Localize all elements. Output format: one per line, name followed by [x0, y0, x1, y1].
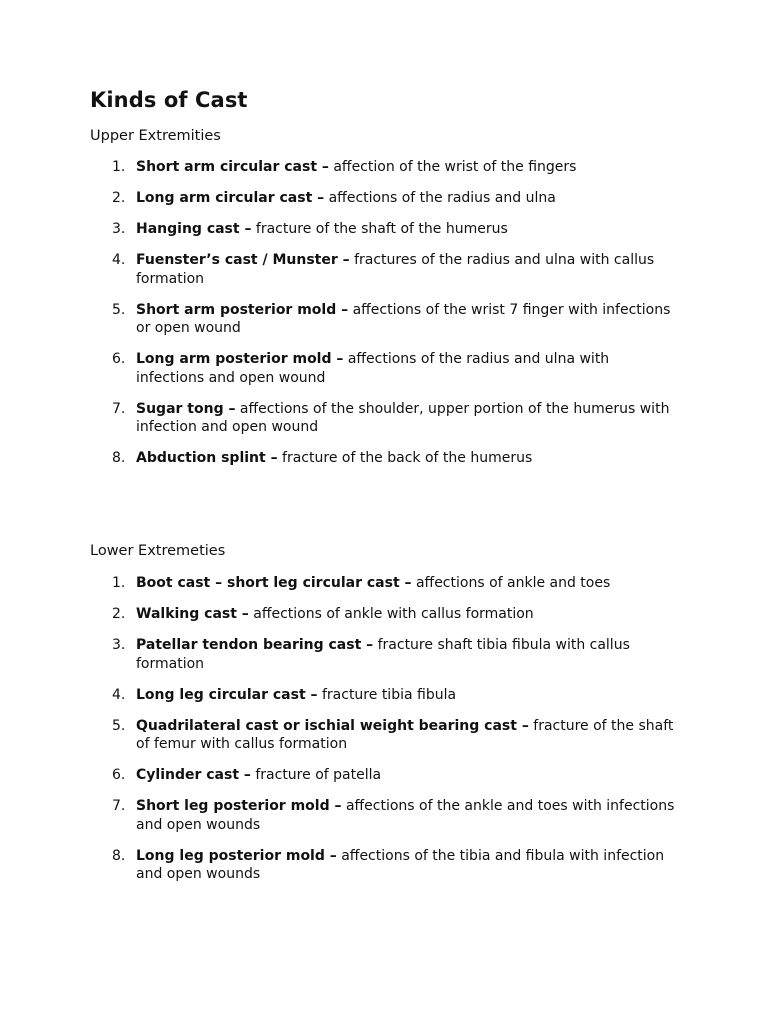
item-term: Long leg posterior mold –: [136, 847, 337, 864]
item-term: Short arm circular cast –: [136, 159, 329, 175]
item-number: 1.: [112, 159, 126, 175]
list-item: [0, 350, 680, 387]
item-number: 7.: [112, 798, 126, 814]
item-description: affections of the ankle and toes with infections and open wounds: [136, 798, 675, 833]
item-number: 3.: [112, 637, 126, 653]
item-term: Long arm posterior mold –: [136, 351, 344, 367]
list-item: [0, 847, 680, 884]
item-number: 3.: [112, 221, 126, 237]
list-item: [0, 605, 680, 624]
item-number: 2.: [112, 190, 126, 206]
item-number: 6.: [112, 351, 126, 367]
item-number: 6.: [112, 767, 126, 783]
item-term: Cylinder cast –: [136, 767, 251, 783]
item-term: Sugar tong –: [136, 400, 236, 417]
lower-extremeties-list: [0, 574, 768, 896]
item-term: Long arm circular cast –: [136, 190, 325, 206]
item-term: Walking cast –: [136, 606, 249, 622]
list-item: [0, 574, 680, 593]
item-description: affections of ankle with callus formation: [248, 606, 534, 622]
item-description: affections of the shoulder, upper portion of the humerus with infection and open wound: [136, 400, 670, 435]
item-number: 4.: [112, 686, 126, 703]
item-description: affections of the radius and ulna with infections and open wound: [136, 351, 610, 386]
item-term: Hanging cast –: [136, 221, 252, 237]
item-term: Patellar tendon bearing cast –: [136, 637, 374, 653]
list-item: [0, 158, 680, 177]
list-item: [0, 636, 680, 673]
item-term: Abduction splint –: [136, 450, 278, 466]
section-heading-lower-extremeties: Lower Extremeties: [90, 543, 226, 559]
list-item: [0, 717, 680, 754]
item-number: 8.: [112, 450, 126, 466]
list-item: [0, 766, 680, 785]
item-number: 1.: [112, 575, 126, 591]
list-item: [0, 251, 680, 288]
list-item: [0, 189, 680, 208]
item-description: affection of the wrist of the fingers: [328, 159, 577, 175]
item-number: 8.: [112, 847, 126, 864]
item-description: fracture of the shaft of femur with callus formation: [136, 717, 674, 752]
item-term: Short arm posterior mold –: [136, 301, 349, 318]
item-description: fracture of patella: [250, 767, 382, 783]
item-description: fracture of the shaft of the humerus: [251, 221, 508, 237]
item-number: 4.: [112, 252, 126, 268]
section-heading-upper-extremities: Upper Extremities: [90, 128, 221, 144]
item-description: fracture shaft tibia fibula with callus formation: [136, 637, 630, 672]
list-item: [0, 449, 680, 468]
list-item: [0, 220, 680, 239]
list-item: [0, 797, 680, 834]
item-term: Quadrilateral cast or ischial weight bearing cast –: [136, 717, 529, 734]
upper-extremities-list: [0, 158, 768, 480]
list-item: [0, 686, 680, 705]
page-title: Kinds of Cast: [90, 88, 248, 112]
item-description: affections of the tibia and fibula with infection and open wounds: [136, 847, 665, 882]
item-term: Boot cast – short leg circular cast –: [136, 575, 412, 591]
item-number: 5.: [112, 301, 126, 318]
item-description: fracture tibia fibula: [317, 686, 457, 703]
item-number: 7.: [112, 400, 126, 417]
item-description: affections of the wrist 7 finger with infections or open wound: [136, 301, 671, 336]
item-description: affections of ankle and toes: [411, 575, 611, 591]
item-description: fractures of the radius and ulna with callus formation: [136, 252, 655, 287]
item-number: 5.: [112, 717, 126, 734]
item-term: Fuenster’s cast / Munster –: [136, 252, 350, 268]
item-description: fracture of the back of the humerus: [277, 450, 533, 466]
item-term: Long leg circular cast –: [136, 686, 318, 703]
item-term: Short leg posterior mold –: [136, 798, 342, 814]
list-item: [0, 400, 680, 437]
item-number: 2.: [112, 606, 126, 622]
item-description: affections of the radius and ulna: [324, 190, 556, 206]
list-item: [0, 301, 680, 338]
